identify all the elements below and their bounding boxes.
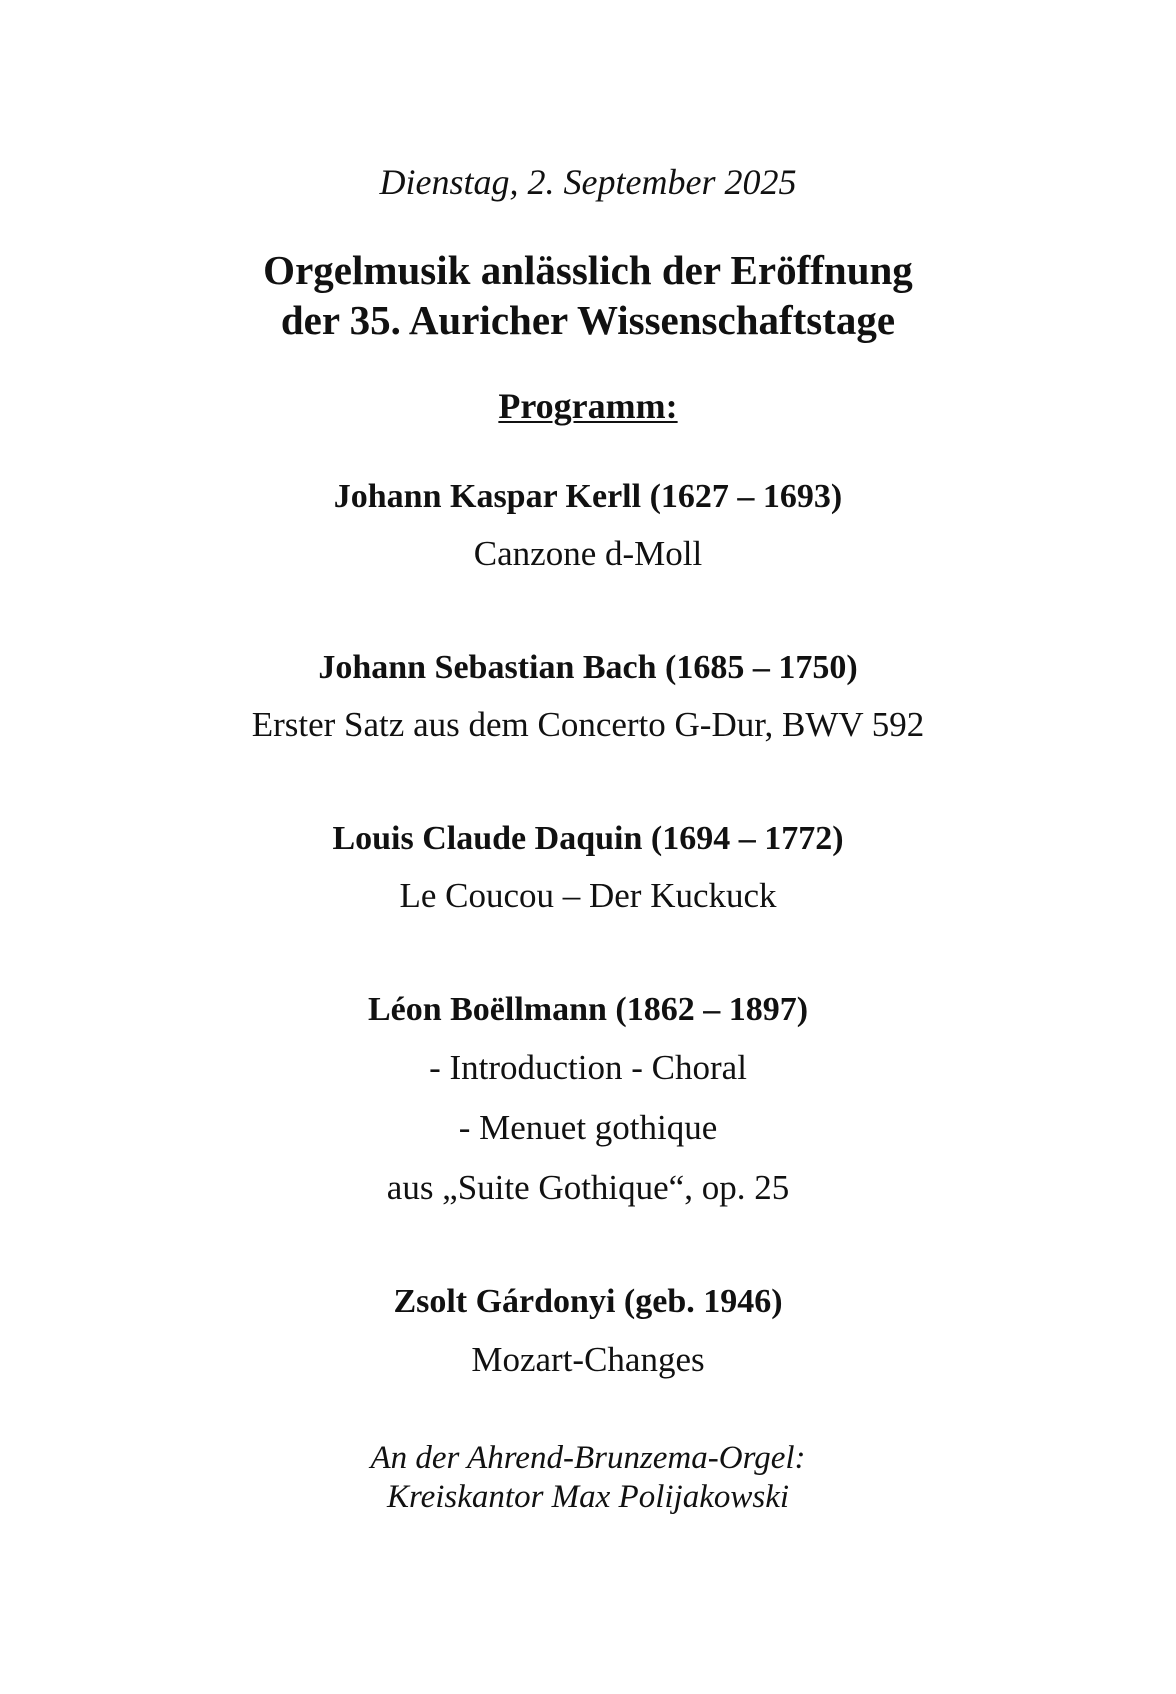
event-date: Dienstag, 2. September 2025 (379, 162, 797, 202)
program-heading: Programm: (498, 386, 678, 426)
organ-credit-line-1: An der Ahrend-Brunzema-Orgel: (370, 1440, 806, 1476)
work-daquin-coucou: Le Coucou – Der Kuckuck (399, 876, 777, 915)
composer-daquin: Louis Claude Daquin (1694 – 1772) (332, 820, 844, 857)
work-bach-concerto: Erster Satz aus dem Concerto G-Dur, BWV 592 (251, 705, 925, 744)
work-boellmann-menuet: - Menuet gothique (458, 1108, 718, 1147)
organ-credit-line-2: Kreiskantor Max Polijakowski (386, 1479, 790, 1515)
event-title-line-2: der 35. Auricher Wissenschaftstage (280, 297, 896, 343)
work-boellmann-suite: aus „Suite Gothique“, op. 25 (386, 1168, 790, 1207)
work-gardonyi-mozart-changes: Mozart-Changes (471, 1340, 705, 1379)
work-kerll-canzone: Canzone d-Moll (473, 534, 703, 573)
composer-gardonyi: Zsolt Gárdonyi (geb. 1946) (393, 1283, 783, 1320)
composer-bach: Johann Sebastian Bach (1685 – 1750) (318, 649, 858, 686)
work-boellmann-introduction: - Introduction - Choral (429, 1048, 747, 1087)
event-title-line-1: Orgelmusik anlässlich der Eröffnung (263, 247, 913, 293)
composer-boellmann: Léon Boëllmann (1862 – 1897) (367, 991, 809, 1028)
composer-kerll: Johann Kaspar Kerll (1627 – 1693) (333, 478, 843, 515)
